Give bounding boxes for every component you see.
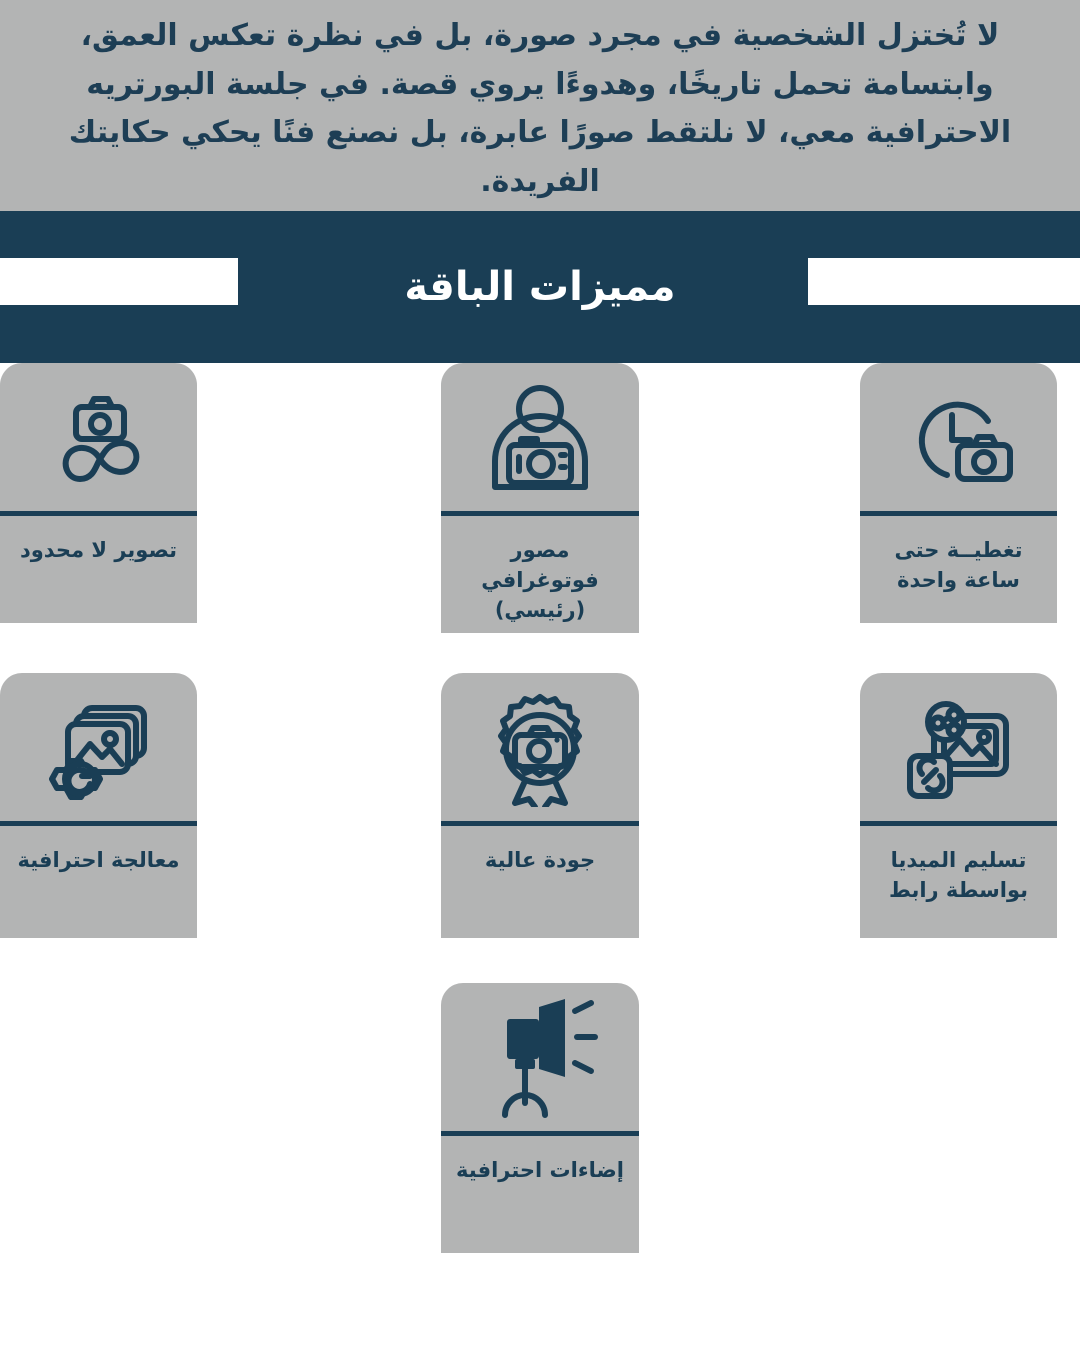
feature-card-main-photographer[interactable]	[441, 363, 639, 633]
section-title: مميزات الباقة	[404, 264, 676, 310]
feature-label: تغطيــة حتى ساعة واحدة	[894, 538, 1023, 592]
feature-label: تسليم الميديا بواسطة رابط	[888, 848, 1029, 902]
photographer-icon	[441, 363, 639, 511]
feature-card-professional-retouching[interactable]	[0, 673, 197, 938]
feature-label: مصور فوتوغرافي (رئيسي)	[481, 538, 599, 622]
features-row-1	[0, 363, 1080, 673]
image-share-link-icon	[860, 673, 1057, 821]
section-banner	[0, 211, 1080, 363]
features-grid	[0, 363, 1080, 1283]
feature-card-media-delivery-link[interactable]	[860, 673, 1057, 938]
feature-label: إضاءات احترافية	[456, 1158, 624, 1182]
photos-gear-icon	[0, 673, 197, 821]
intro-paragraph: لا تُختزل الشخصية في مجرد صورة، بل في نظرة تعكس العمق، وابتسامة تحمل تاريخًا، وهدوءًا يروي قصة. في جلسة البورتريه الاحترافية معي، لا نلتقط صورًا عابرة، بل نصنع فنًا يحكي حكايتك الفريدة.	[68, 18, 1012, 199]
camera-infinity-icon	[0, 363, 197, 511]
feature-card-professional-lighting[interactable]	[441, 983, 639, 1253]
feature-label: تصوير لا محدود	[19, 538, 178, 562]
feature-label: جودة عالية	[484, 848, 596, 872]
intro-band	[0, 0, 1080, 211]
clock-camera-icon	[860, 363, 1057, 511]
feature-card-coverage-one-hour[interactable]	[860, 363, 1057, 623]
features-row-3	[0, 983, 1080, 1283]
feature-label: معالجة احترافية	[17, 848, 180, 872]
features-row-2	[0, 673, 1080, 983]
feature-card-unlimited-shooting[interactable]	[0, 363, 197, 623]
feature-card-high-quality[interactable]	[441, 673, 639, 938]
award-camera-icon	[441, 673, 639, 821]
studio-light-icon	[441, 983, 639, 1131]
